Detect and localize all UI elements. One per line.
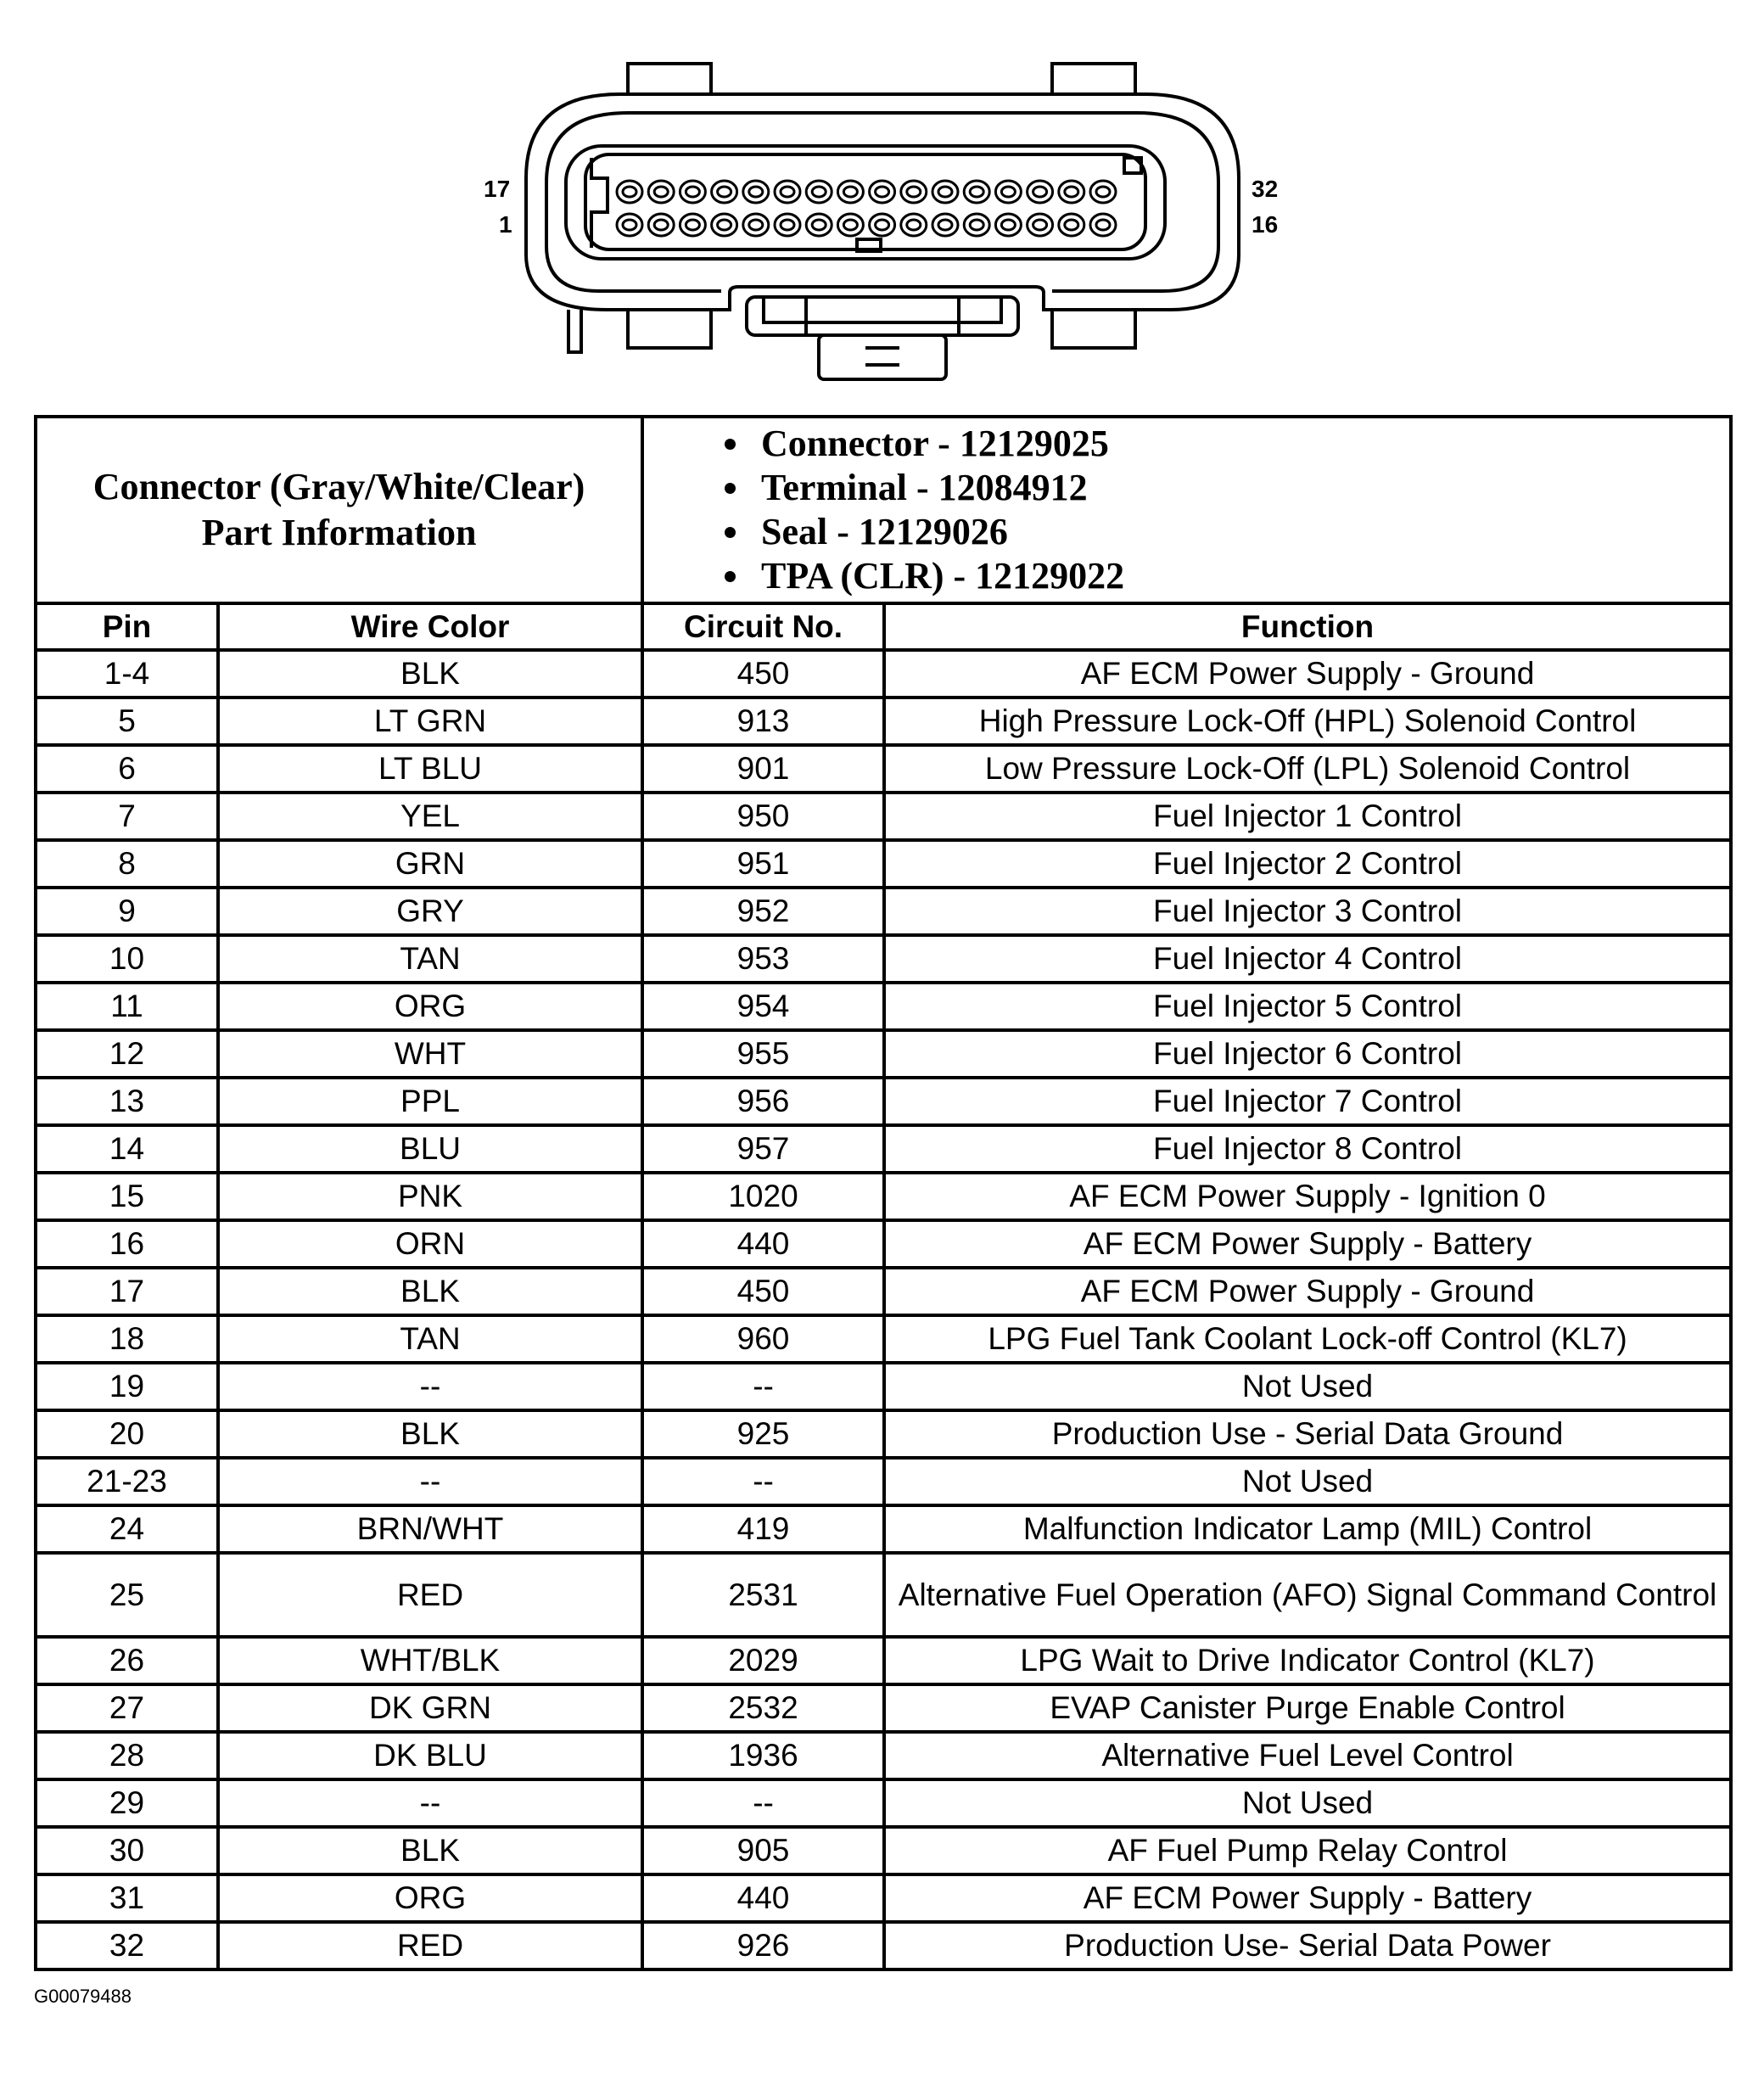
wire-color-cell: BLK [218,1410,642,1458]
table-row [36,1922,1731,1969]
pin-cell: 1-4 [36,650,218,698]
pin-hole-inner [749,220,763,230]
circuit-no-cell: 954 [642,983,884,1030]
pin-hole [617,214,642,236]
pin-hole [648,214,674,236]
function-cell: Production Use- Serial Data Power [884,1922,1731,1969]
wire-color-cell: BLK [218,1268,642,1315]
function-cell: Malfunction Indicator Lamp (MIL) Control [884,1505,1731,1553]
pin-hole-inner [1001,187,1015,197]
pin-hole-inner [907,187,921,197]
table-row [36,1505,1731,1553]
connector-latch [747,297,1018,335]
connector-bottom-tab-left [628,310,711,348]
pin-hole [964,181,989,203]
wire-color-cell: LT GRN [218,698,642,745]
function-cell: Fuel Injector 1 Control [884,793,1731,840]
pin-hole [680,214,705,236]
circuit-no-cell: 2531 [642,1553,884,1637]
wire-color-cell: WHT [218,1030,642,1078]
pin-hole-inner [1001,220,1015,230]
function-cell: Fuel Injector 8 Control [884,1125,1731,1173]
pin-cell: 12 [36,1030,218,1078]
pin-hole [1059,181,1084,203]
function-cell: LPG Fuel Tank Coolant Lock-off Control (KL7) [884,1315,1731,1363]
circuit-no-cell: 440 [642,1874,884,1922]
part-number-terminal: • Terminal - 12084912 [753,466,1722,510]
function-cell: Not Used [884,1779,1731,1827]
circuit-no-cell: 956 [642,1078,884,1125]
circuit-no-cell: 951 [642,840,884,888]
column-header-row [36,603,1731,650]
pin-label-1: 1 [499,211,512,238]
wire-color-cell: BRN/WHT [218,1505,642,1553]
circuit-no-cell: 419 [642,1505,884,1553]
table-row [36,935,1731,983]
pin-cell: 16 [36,1220,218,1268]
function-cell: Fuel Injector 6 Control [884,1030,1731,1078]
pin-hole [1090,214,1116,236]
pin-cell: 7 [36,793,218,840]
function-cell: AF Fuel Pump Relay Control [884,1827,1731,1874]
pin-cell: 9 [36,888,218,935]
pin-hole-inner [812,187,826,197]
pin-cell: 29 [36,1779,218,1827]
pin-hole-inner [1096,187,1110,197]
pin-label-32: 32 [1252,176,1279,202]
wire-color-cell: RED [218,1922,642,1969]
wire-color-cell: ORG [218,1874,642,1922]
pin-cell: 19 [36,1363,218,1410]
circuit-no-cell: -- [642,1779,884,1827]
connector-top-tab-right [1052,64,1135,94]
pin-hole-inner [876,187,889,197]
pin-hole [837,214,863,236]
part-number-tpa: • TPA (CLR) - 12129022 [753,554,1722,598]
pin-hole-inner [623,220,636,230]
wire-color-cell: PPL [218,1078,642,1125]
pin-hole [1090,181,1116,203]
pin-hole [712,181,737,203]
pin-hole-inner [686,187,699,197]
header-circuit-no: Circuit No. [642,603,884,650]
part-info-row [36,417,1731,603]
table-row [36,793,1731,840]
wire-color-cell: -- [218,1779,642,1827]
table-row [36,1732,1731,1779]
pin-hole-inner [718,220,731,230]
pin-hole-inner [654,187,668,197]
table-row [36,650,1731,698]
pin-hole-inner [1096,220,1110,230]
pin-hole-inner [654,220,668,230]
table-row [36,1637,1731,1684]
pin-hole [901,181,927,203]
pin-cell: 17 [36,1268,218,1315]
pin-hole [995,214,1021,236]
pin-cell: 26 [36,1637,218,1684]
pin-hole [995,181,1021,203]
pin-hole [870,214,895,236]
connector-face-diagram [0,0,1764,407]
function-cell: AF ECM Power Supply - Ground [884,650,1731,698]
table-row [36,1078,1731,1125]
pin-hole-inner [938,187,952,197]
pin-hole-inner [970,187,983,197]
function-cell: Low Pressure Lock-Off (LPL) Solenoid Control [884,745,1731,793]
pin-hole [932,214,958,236]
pin-hole-inner [876,220,889,230]
table-row [36,1125,1731,1173]
pin-cell: 8 [36,840,218,888]
wire-color-cell: DK GRN [218,1684,642,1732]
connector-bottom-tab-right [1052,310,1135,348]
circuit-no-cell: -- [642,1458,884,1505]
pin-hole-inner [970,220,983,230]
pin-hole [837,181,863,203]
circuit-no-cell: 925 [642,1410,884,1458]
table-row [36,1827,1731,1874]
circuit-no-cell: 960 [642,1315,884,1363]
wire-color-cell: GRY [218,888,642,935]
circuit-no-cell: 950 [642,793,884,840]
table-row [36,888,1731,935]
connector-top-tab-left [628,64,711,94]
pin-hole-inner [907,220,921,230]
table-row [36,1363,1731,1410]
pin-label-16: 16 [1252,211,1279,238]
pin-hole-inner [843,187,857,197]
pin-hole-inner [1033,220,1047,230]
wire-color-cell: RED [218,1553,642,1637]
pin-cell: 10 [36,935,218,983]
pin-hole-inner [749,187,763,197]
pin-hole-inner [686,220,699,230]
function-cell: Fuel Injector 3 Control [884,888,1731,935]
function-cell: Fuel Injector 2 Control [884,840,1731,888]
circuit-no-cell: 2029 [642,1637,884,1684]
wire-color-cell: -- [218,1458,642,1505]
pin-cell: 15 [36,1173,218,1220]
function-cell: AF ECM Power Supply - Ignition 0 [884,1173,1731,1220]
function-cell: Production Use - Serial Data Ground [884,1410,1731,1458]
function-cell: High Pressure Lock-Off (HPL) Solenoid Control [884,698,1731,745]
function-cell: EVAP Canister Purge Enable Control [884,1684,1731,1732]
pin-hole [806,181,832,203]
pin-hole [712,214,737,236]
header-function: Function [884,603,1731,650]
wire-color-cell: LT BLU [218,745,642,793]
circuit-no-cell: 450 [642,1268,884,1315]
wire-color-cell: BLK [218,1827,642,1874]
pin-hole [680,181,705,203]
wire-color-cell: GRN [218,840,642,888]
pin-hole-inner [1033,187,1047,197]
wire-color-cell: TAN [218,1315,642,1363]
wire-color-cell: -- [218,1363,642,1410]
pin-hole-inner [781,187,794,197]
table-row [36,840,1731,888]
pin-cell: 25 [36,1553,218,1637]
circuit-no-cell: 1020 [642,1173,884,1220]
circuit-no-cell: 1936 [642,1732,884,1779]
table-row [36,1684,1731,1732]
wire-color-cell: TAN [218,935,642,983]
part-number-list [651,422,1722,598]
pin-hole [648,181,674,203]
wire-color-cell: BLU [218,1125,642,1173]
pin-hole [1059,214,1084,236]
circuit-no-cell: 2532 [642,1684,884,1732]
table-row [36,1874,1731,1922]
circuit-no-cell: 905 [642,1827,884,1874]
circuit-no-cell: 926 [642,1922,884,1969]
header-pin: Pin [36,603,218,650]
pinout-table [34,415,1733,1971]
table-row [36,1220,1731,1268]
function-cell: Alternative Fuel Level Control [884,1732,1731,1779]
table-row [36,1315,1731,1363]
part-number-connector: • Connector - 12129025 [753,422,1722,466]
function-cell: Fuel Injector 7 Control [884,1078,1731,1125]
pin-cell: 24 [36,1505,218,1553]
wire-color-cell: PNK [218,1173,642,1220]
pin-cell: 30 [36,1827,218,1874]
pin-cell: 31 [36,1874,218,1922]
pin-hole-inner [843,220,857,230]
pin-hole [617,181,642,203]
pin-hole-inner [623,187,636,197]
table-row [36,1553,1731,1637]
table-row [36,1458,1731,1505]
wire-color-cell: ORG [218,983,642,1030]
pin-cell: 14 [36,1125,218,1173]
circuit-no-cell: 957 [642,1125,884,1173]
pin-hole [870,181,895,203]
function-cell: Fuel Injector 5 Control [884,983,1731,1030]
pin-cell: 28 [36,1732,218,1779]
table-row [36,1030,1731,1078]
part-info-title-line1: Connector (Gray/White/Clear) [92,466,585,507]
pin-hole-inner [938,220,952,230]
function-cell: AF ECM Power Supply - Battery [884,1874,1731,1922]
circuit-no-cell: 440 [642,1220,884,1268]
pin-cell: 6 [36,745,218,793]
circuit-no-cell: 901 [642,745,884,793]
circuit-no-cell: -- [642,1363,884,1410]
pin-cell: 21-23 [36,1458,218,1505]
function-cell: Alternative Fuel Operation (AFO) Signal Command Control [884,1553,1731,1637]
table-row [36,983,1731,1030]
pin-cell: 5 [36,698,218,745]
pin-hole [775,181,800,203]
pin-hole-inner [812,220,826,230]
part-number-seal: • Seal - 12129026 [753,510,1722,554]
table-row [36,1779,1731,1827]
wire-color-cell: BLK [218,650,642,698]
pin-hole [1028,214,1053,236]
pin-cell: 27 [36,1684,218,1732]
function-cell: AF ECM Power Supply - Ground [884,1268,1731,1315]
pin-cell: 20 [36,1410,218,1458]
part-info-numbers [642,417,1731,603]
pin-hole-inner [781,220,794,230]
table-row [36,1268,1731,1315]
function-cell: Not Used [884,1458,1731,1505]
pin-hole-inner [1065,187,1078,197]
connector-pin-holes [617,181,1116,236]
table-row [36,745,1731,793]
circuit-no-cell: 450 [642,650,884,698]
part-info-title [36,417,642,603]
pin-cell: 11 [36,983,218,1030]
circuit-no-cell: 913 [642,698,884,745]
wire-color-cell: ORN [218,1220,642,1268]
pin-cell: 32 [36,1922,218,1969]
header-wire-color: Wire Color [218,603,642,650]
wire-color-cell: YEL [218,793,642,840]
pin-hole-inner [1065,220,1078,230]
wire-color-cell: WHT/BLK [218,1637,642,1684]
part-info-title-line2: Part Information [201,512,477,553]
circuit-no-cell: 952 [642,888,884,935]
pin-hole-inner [718,187,731,197]
pin-hole [775,214,800,236]
function-cell: AF ECM Power Supply - Battery [884,1220,1731,1268]
pin-hole [743,214,769,236]
pin-hole [743,181,769,203]
table-row [36,1173,1731,1220]
pin-hole [932,181,958,203]
function-cell: Not Used [884,1363,1731,1410]
pin-hole [806,214,832,236]
function-cell: Fuel Injector 4 Control [884,935,1731,983]
function-cell: LPG Wait to Drive Indicator Control (KL7) [884,1637,1731,1684]
table-row [36,1410,1731,1458]
pin-cell: 18 [36,1315,218,1363]
pin-cell: 13 [36,1078,218,1125]
pin-hole [901,214,927,236]
pin-hole [964,214,989,236]
pin-label-17: 17 [484,176,511,202]
figure-id: G00079488 [34,1986,132,2007]
wire-color-cell: DK BLU [218,1732,642,1779]
circuit-no-cell: 955 [642,1030,884,1078]
circuit-no-cell: 953 [642,935,884,983]
table-row [36,698,1731,745]
pin-hole [1028,181,1053,203]
